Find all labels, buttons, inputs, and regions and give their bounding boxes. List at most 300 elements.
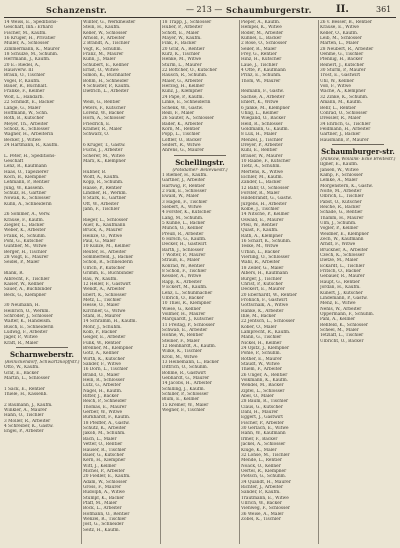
directory-entry: 11 Freitag, P., Schlosser: [162, 322, 215, 328]
directory-entry: Vollmer, H., Maurer: [162, 311, 206, 317]
directory-entry: 22 Jentsch, L., Schlosser: [241, 319, 295, 325]
directory-entry: 10 Kunze, M., Kellner: [83, 244, 131, 250]
directory-entry: Menzel, J., Tischler: [241, 137, 283, 143]
directory-entry: Geiger, E., Arbeiter: [83, 335, 126, 341]
directory-entry: Heinze, O., Witwe: [83, 233, 123, 239]
directory-entry: Müller, A., Schlosser: [4, 41, 50, 47]
directory-entry: Seifert, R., Witwe: [162, 142, 201, 148]
directory-entry: Kirchner, G., Witwe: [83, 308, 126, 314]
directory-entry: Ziegler, L., Bäcker: [4, 223, 45, 229]
directory-entry: Pahl, A., Kellner: [320, 317, 356, 323]
directory-entry: Götz, A., Kellner: [83, 351, 119, 357]
directory-entry: Marx, K., Klempner: [83, 158, 126, 164]
directory-entry: Krause, F., Kaufm.: [4, 217, 45, 223]
directory-entry: Kühnel, L., Bäcker: [241, 36, 282, 42]
directory-entry: Friedrich, E.: [83, 121, 111, 127]
directory-entry: L. Peter, H., Speditions-: [4, 153, 56, 159]
directory-entry: Kuhn, J., Maler: [83, 57, 116, 63]
directory-entry: Tetzlaff, L., Tischler: [320, 333, 364, 339]
directory-entry: Prinz, E., Schuhm.: [241, 73, 282, 79]
directory-entry: Vetter, O., Rentier: [83, 442, 123, 448]
directory-entry: Mertens, K., Witwe: [241, 169, 283, 175]
directory-entry: 36 Weise, A., Maler: [241, 511, 284, 517]
directory-entry: Brand, O., Maler: [83, 372, 120, 378]
directory-entry: Thom, W., Maurer: [241, 78, 281, 84]
street-section-title: Schellingstr.: [175, 157, 225, 167]
directory-entry: Bock, L., Arbeiter: [83, 506, 122, 512]
directory-entry: Deckert, E., Maurer: [241, 287, 285, 293]
directory-entry: Gerber, W., Witwe: [83, 410, 123, 416]
directory-entry: Conrad, O., Schlosser: [320, 110, 368, 116]
directory-entry: Zimmermann, K., Maurer: [4, 46, 60, 52]
directory-entry: 7 Wolter, P., Maurer: [162, 253, 206, 259]
directory-entry: Kessler, A., Witwe: [162, 274, 202, 280]
directory-entry: Oppermann, F., Schuhm.: [320, 311, 375, 317]
directory-entry: Jakob, M., Schuhm.: [83, 431, 126, 437]
directory-entry: Böhm, H., Schneider: [83, 78, 129, 84]
directory-entry: Lenz, R., Kaufmann: [4, 164, 47, 170]
directory-entry: Decker, H., Gastwirt: [162, 242, 207, 248]
directory-entry: Strauß, E., Maler: [162, 258, 200, 264]
directory-entry: 16 Krüger, H., Privatier: [4, 36, 56, 42]
directory-entry: Blum, E., Kellner: [162, 397, 200, 403]
directory-entry: Hempel, K., Witwe: [241, 25, 282, 31]
directory-entry: 18 Schulze, M., Schuhm.: [4, 52, 59, 58]
directory-entry: 20 Fiedler, E., Kaufm.: [83, 474, 131, 480]
directory-entry: Kolb, P., Bäcker: [83, 329, 117, 335]
directory-entry: Quast, F., Kaufm.: [241, 228, 279, 234]
directory-entry: Huber, P., Arbeiter: [162, 25, 203, 31]
directory-entry: Vogel, P., Kaufm.: [4, 78, 41, 84]
directory-entry: Schwarz, O.: [83, 132, 110, 138]
directory-entry: Wegner, F., Tischler: [162, 408, 205, 414]
directory-entry: Beck, G., Klempner: [4, 292, 47, 298]
directory-entry: Rau, W., Kaufm.: [83, 276, 118, 282]
directory-entry: Lenz, L., Schuhmacher: [162, 290, 213, 296]
directory-entry: Förster, R., Maler: [241, 191, 280, 196]
directory-entry: 32 Lohse, M., Tischler: [241, 452, 290, 458]
directory-entry: 16 Dorn, L., Tischler: [83, 367, 128, 373]
directory-entry: Adam, W., Schlosser: [83, 479, 128, 485]
directory-entry: Kern, H., Klempner: [83, 458, 126, 464]
directory-entry: Hübner, B.: [83, 169, 107, 175]
directory-entry: Korn, M., Rentier: [162, 126, 200, 132]
directory-entry: Frey, G., Rentier: [241, 52, 277, 58]
directory-entry: Funk, W., Rentier: [83, 340, 121, 346]
directory-entry: 18 Trapp, J., Schlosser: [162, 20, 212, 25]
directory-entry: Pfeil, W., Rentier: [241, 223, 278, 229]
directory-entry: Lang, M., Schuhm.: [162, 215, 204, 221]
street-section-title: Scharnweberstr.: [10, 349, 74, 359]
directory-entry: 22 Schmidt, E., Bäcker: [4, 100, 55, 106]
directory-entry: Brückner, A., Arbeiter: [320, 247, 368, 253]
directory-entry: Jung, W., Kassenb.: [4, 185, 45, 191]
directory-entry: Siebert, A., Witwe: [162, 205, 202, 210]
directory-entry: Schulz, H., Gärtner: [4, 191, 47, 196]
directory-entry: 12 Reinhardt, A., Kaufm.: [162, 343, 217, 349]
directory-entry: Witt, J., Kellner: [83, 463, 117, 469]
directory-entry: 14 Jacobs, H., Arbeiter: [162, 381, 212, 387]
directory-entry: 2 Baumann, J., Kaufm.: [4, 402, 53, 408]
directory-entry: Kunz, J., Klempner: [162, 89, 203, 95]
directory-entry: Hausmann, P., Maurer: [320, 137, 369, 143]
directory-entry: Czech, K., Schlosser: [320, 253, 365, 259]
directory-entry: Albrecht, F., Tischler: [4, 276, 50, 282]
directory-entry: 12 Heller, F., Gastwirt: [83, 281, 131, 287]
directory-entry: Haupt, G., Rentier: [320, 279, 360, 285]
directory-entry: 3 Möller, R., Arbeiter: [4, 418, 51, 424]
directory-entry: Roder, M., Arbeiter: [241, 30, 284, 36]
directory-entry: Kolbe, J., Tischler: [241, 207, 280, 213]
directory-entry: Gärtner, J., Bäcker: [320, 132, 361, 138]
directory-entry: Wilke, K., Tischler: [162, 349, 202, 355]
directory-entry: Reuter, H., Arbeiter: [83, 249, 127, 255]
directory-entry: Dietrich, L., Arbeiter: [83, 89, 129, 95]
directory-entry: Trost, E., Gastwirt: [320, 73, 361, 79]
volume-marker: II.: [336, 4, 349, 15]
directory-entry: Richter, J., Arbeiter: [241, 484, 284, 490]
directory-entry: Christ, P., Kutscher: [241, 281, 283, 287]
directory-entry: Seidel, P., Maler: [4, 260, 40, 266]
directory-entry: Lehmann, P., Rentier: [4, 180, 50, 186]
directory-entry: Hofmann, O., Rentier: [83, 511, 130, 517]
directory-entry: Winkler, A., Maurer: [4, 408, 47, 414]
directory-entry: Krause, E., Witwe: [320, 25, 359, 31]
directory-entry: 4 Schreiber, K., Gastw.: [4, 424, 54, 430]
directory-entry: Sturm, L., Maurer: [162, 62, 202, 68]
directory-entry: Hein, R., Schlosser: [83, 378, 125, 384]
directory-entry: Ulrich, P., Kutscher: [83, 265, 126, 271]
directory-entry: 6 Janke, M., Klempner: [241, 105, 290, 111]
directory-entry: Roth, B., Kutscher: [4, 116, 44, 122]
directory-entry: Jäckel, A., Schlosser: [241, 442, 286, 448]
directory-entry: Vierling, O., Schlosser: [241, 255, 290, 261]
directory-entry: Sander, F., Witwe: [83, 362, 121, 367]
directory-entry: 4 Otte, P., Kaufmann: [241, 68, 286, 74]
directory-entry: Wolff, A., Kaufm.: [83, 174, 120, 180]
column-divider: [239, 20, 240, 544]
street-section-note: (Reinickendorf, Schwartzkopffstr.): [4, 359, 80, 365]
directory-entry: 9 Eckert, M., Kaufm.: [162, 285, 208, 291]
directory-entry: Jahn, F., Tischler: [83, 207, 120, 213]
directory-entry: Claus, G., Kutscher: [241, 404, 283, 410]
left-street-title: Schanzenstr.: [46, 5, 107, 15]
directory-entry: Haase, P., Rentier: [83, 185, 122, 191]
directory-entry: 6 Krüger, T., Gastw.: [83, 142, 126, 148]
directory-entry: Haas, O., Tapezierer: [4, 169, 49, 175]
directory-entry: Teske, M., Witwe: [241, 244, 279, 250]
directory-entry: Noack, O., Kellner: [241, 463, 281, 469]
directory-entry: Franz, M., Maurer: [83, 52, 124, 58]
directory-entry: Olbrich, L., Tischler: [320, 194, 364, 200]
directory-entry: Kunert, J., Kutscher: [320, 290, 363, 296]
directory-entry: Sachse, A., Arbeiter: [241, 94, 285, 100]
directory-entry: Mende, L., Rentier: [241, 458, 282, 464]
street-section-title: Schaumburger-str.: [321, 146, 395, 156]
directory-entry: 34 Ehrlich, G., Tischler: [320, 121, 371, 127]
street-section-note: (Pankow, Wollank- Ecke Breitestr.): [320, 156, 396, 162]
directory-entry: Zander, L., Bäcker: [241, 180, 282, 186]
directory-entry: Linke, E., Schneiderin: [162, 100, 211, 106]
directory-entry: Fink, F., Bäcker: [162, 41, 197, 47]
directory-entry: 34 Quandt, H., Maurer: [241, 479, 291, 485]
directory-entry: 12 Bahr, O., Schlosser: [241, 185, 290, 191]
directory-entry: 2 Falk, E., Schlosser: [162, 188, 207, 194]
directory-entry: Paul, G., Maler: [83, 239, 116, 245]
directory-entry: Gottschalk, A., Witwe: [241, 303, 288, 309]
directory-entry: Wenzel, R., Tischler: [83, 516, 127, 522]
directory-entry: Reinert, J., Kutscher: [320, 62, 365, 68]
directory-entry: Hauser, R., Tischler: [83, 447, 127, 453]
directory-entry: Schiller, P., Schlosser: [162, 392, 209, 398]
directory-entry: Zech, W., Kaufmann: [320, 237, 364, 243]
directory-entry: Stumpf, K., Bäcker: [83, 495, 125, 501]
directory-entry: Auer, K., Kaufmann: [83, 223, 126, 229]
directory-entry: Rehfeld, K., Schlosser: [320, 322, 368, 328]
directory-entry: Schilling, J., Kaufm.: [162, 386, 205, 392]
directory-entry: Nehls, W., Arbeiter: [320, 306, 362, 312]
directory-entry: Thiem, F., Arbeiter: [241, 367, 282, 373]
directory-entry: Dittrich, O., Schuhm.: [162, 365, 209, 371]
directory-entry: 16 Scharf, K., Schuhm.: [241, 239, 292, 245]
directory-entry: Seiler, R., Maler: [241, 46, 277, 52]
directory-entry: Kaiser, W., Kellner: [4, 281, 44, 287]
directory-entry: Oehme, G., Tischler: [320, 52, 364, 58]
directory-entry: 24 Opitz, J., Klempner: [241, 345, 290, 351]
column-4: [241, 20, 317, 546]
directory-entry: 10 Raabe, F., Kutscher: [241, 158, 291, 164]
directory-entry: Stahl, R., Maurer: [83, 313, 121, 319]
directory-entry: Seitz, H., Kaufm.: [83, 527, 120, 533]
directory-entry: Höhne, W., Rentier: [162, 333, 204, 339]
directory-entry: Meyer, Th., Arbeiter: [4, 121, 49, 127]
directory-entry: Berger, H., Tischler: [4, 249, 47, 255]
directory-entry: Staudt, W., Witwe: [241, 362, 280, 367]
page-number: — 213 —: [186, 5, 223, 14]
directory-entry: Ahrens, G., Maurer: [162, 148, 204, 154]
directory-entry: Schott, E., Maler: [162, 30, 200, 36]
directory-entry: Schade, G., Rentier: [320, 210, 363, 216]
directory-entry: 30 Gerlach, E., Witwe: [241, 426, 289, 432]
directory-entry: Kopp, R., Schuhm.: [83, 180, 124, 186]
directory-entry: Ilgner, E., Kaufm.: [320, 162, 359, 168]
directory-entry: 15 Kremer, W., Maler: [162, 402, 209, 408]
directory-entry: Menz, E., Witwe: [320, 301, 356, 307]
directory-entry: 1 Riemer, H., Kaufm.: [162, 172, 208, 178]
directory-entry: 26 Sommer, A., Verw.: [4, 212, 51, 218]
directory-entry: Oswald, E., Maurer: [241, 217, 284, 223]
directory-entry: Urban, L., Bäcker: [241, 249, 280, 255]
directory-entry: Hahn, W., Kaufmann: [241, 431, 286, 437]
directory-entry: Ritter, J., Bäcker: [83, 394, 119, 400]
directory-entry: Heinrich, O., Werkm.: [4, 308, 50, 314]
directory-entry: Ihle, M., Bäcker: [241, 313, 276, 319]
directory-entry: Hahn, O., Tischler: [4, 413, 44, 419]
directory-entry: Pfaff, M., Maler: [83, 500, 118, 506]
directory-entry: Herzog, H., Kellner: [162, 84, 205, 90]
directory-entry: Weber, K., Arbeiter: [4, 228, 46, 234]
directory-entry: Hoffmann, W., Schn.: [4, 110, 49, 116]
directory-entry: 4 Schuster, P., Kaufm.: [83, 84, 131, 90]
directory-entry: Behr, L., Rentier: [320, 105, 356, 111]
directory-entry: 28 Baum, R., Tischler: [241, 399, 289, 405]
directory-entry: Dietze, M., Maler: [320, 258, 359, 264]
directory-entry: 8 Lux, H., Maler: [241, 132, 277, 138]
directory-entry: Held, R., Schlosser: [241, 121, 283, 127]
directory-entry: Simon, K., Buchhalter: [83, 73, 131, 79]
directory-entry: Konrad, W., Rentier: [162, 263, 205, 269]
directory-entry: Marquardt, J., Kutscher: [162, 317, 214, 323]
directory-entry: Trautmann, E., Witwe: [241, 495, 289, 501]
directory-entry: Barth, J., Schlosser: [162, 247, 204, 253]
header-rule: [4, 17, 396, 18]
directory-entry: Ludwig, F., Arbeiter: [4, 329, 48, 335]
directory-entry: Kurz, K., Tischler: [162, 52, 200, 58]
directory-entry: Wahl, R., Arbeiter: [241, 260, 280, 266]
directory-entry: Marten, L., Maler: [320, 41, 359, 47]
section-divider: [174, 155, 226, 156]
directory-entry: 14 Nitsche, P., Kellner: [241, 212, 290, 218]
directory-entry: Geschäft, Inh.: Erhard: [4, 25, 53, 31]
directory-entry: Ernst, O., Witwe: [83, 68, 119, 74]
directory-entry: Leib, M., Schlosser: [320, 36, 362, 42]
directory-entry: Gebauer, R., Maurer: [320, 274, 365, 280]
directory-entry: Geschäft: [4, 158, 24, 164]
directory-entry: Otto, W., Kaufm.: [4, 365, 40, 371]
directory-entry: Pfennig, H., Bäcker: [320, 57, 363, 63]
directory-entry: Ott, W., Arbeiter: [83, 201, 119, 207]
directory-entry: Viehweg, F., Schlosser: [241, 506, 290, 512]
directory-entry: Kluge, K., Maler: [241, 447, 277, 453]
directory-entry: 18 Zeller, G., Maler: [241, 265, 284, 271]
directory-entry: Ullrich, W., Bäcker: [241, 500, 282, 506]
directory-entry: Pohle, P., Schuhm.: [241, 351, 281, 357]
directory-entry: Ehlert, K., Witwe: [241, 100, 279, 106]
directory-entry: Metz, L., Tischler: [83, 297, 122, 303]
directory-entry: Sander, P., Kaufm.: [241, 490, 281, 496]
directory-entry: Engel, P., Arbeiter: [4, 429, 44, 435]
directory-entry: Bauer, R., Buchhalt.: [4, 84, 48, 90]
directory-entry: Dahl, H., Maurer: [241, 410, 279, 416]
directory-entry: Ebert, K., Schlosser: [83, 292, 127, 298]
directory-entry: Thamm, H., Maurer: [320, 215, 364, 221]
directory-entry: Feldmann, H., Arbeiter: [320, 126, 371, 132]
directory-entry: 4 Förster, K., Kutscher: [162, 210, 212, 216]
directory-entry: Wolf, L., Handarb.: [4, 94, 44, 100]
directory-entry: Lemke, A., Maler: [320, 178, 358, 184]
directory-entry: Eggert, J., Gastwirt: [241, 415, 283, 421]
directory-entry: Wirth, K., Kutscher: [83, 356, 125, 362]
directory-entry: Schütz, K., Arbeiter: [83, 426, 127, 432]
directory-entry: Gross, F., Maurer: [83, 484, 122, 490]
directory-entry: Busch, E., Schneiderin: [4, 324, 54, 330]
directory-entry: 28 Voigt, E., Maurer: [4, 255, 49, 261]
directory-entry: Hartwig, P., Rentier: [162, 183, 205, 189]
directory-entry: Nowak, K., Schlosser: [4, 196, 51, 202]
directory-entry: Martin, L., Schlosser: [4, 376, 50, 381]
directory-entry: Lorenz, W., Bäcker: [83, 110, 124, 116]
column-3: [162, 20, 238, 546]
directory-entry: Fröhlich, F., Gastwirt: [241, 297, 288, 303]
directory-entry: Abel, O., Maler: [241, 394, 274, 400]
directory-entry: 24 Hartmann, R., Kaufm.: [4, 142, 59, 148]
directory-entry: Bach, L., Maler: [83, 436, 117, 442]
directory-entry: 26 v. Besser, B., Rentier: [320, 20, 372, 25]
directory-entry: Dressler, R., Maler: [320, 116, 361, 122]
section-divider: [332, 144, 384, 145]
directory-entry: Sommerfeld, J., Bäcker: [83, 255, 134, 261]
directory-entry: Ulbricht, O., Bäcker: [320, 338, 364, 344]
directory-entry: Gärtner, J., Arbeiter: [162, 178, 206, 184]
directory-entry: Popp, L., Tischler: [162, 132, 201, 138]
directory-entry: Löffler, O., Bäcker: [162, 137, 202, 143]
directory-entry: Pieper, A., Kaufm.: [241, 20, 281, 25]
directory-entry: Rausch, R., Schuhm.: [162, 73, 208, 79]
directory-entry: Scholz, K., Schlosser: [4, 126, 50, 132]
directory-entry: Herrmann, J., Kaufm.: [4, 57, 51, 63]
directory-entry: Nagel, H., Kaufm.: [83, 388, 123, 394]
directory-entry: Wendel, M., Bäcker: [241, 383, 284, 389]
directory-entry: Kraft, R., Maler: [4, 340, 39, 346]
directory-entry: Jansen, W., Witwe: [320, 167, 359, 173]
directory-entry: Wiese, G., Kellner: [162, 306, 201, 312]
directory-entry: Rath, A., Klempner: [241, 233, 283, 239]
directory-entry: Rudolph, A., Witwe: [83, 490, 125, 496]
directory-entry: Böhme, R., Gastwirt: [162, 370, 206, 376]
directory-entry: Hinz, H., Kutscher: [241, 57, 282, 63]
directory-entry: Kamp, F., Schlosser: [320, 172, 363, 178]
directory-entry: Bürger, J., Tischler: [241, 276, 282, 282]
directory-entry: Henke, M., Witwe: [162, 57, 202, 63]
section-divider: [16, 347, 68, 348]
directory-entry: Blank, R.: [4, 271, 24, 277]
directory-entry: 20 Eberhardt, W., Rentier: [241, 292, 297, 298]
directory-entry: Becker, J., Witwe: [4, 137, 41, 143]
directory-entry: Eckardt, L., Tischler: [320, 263, 365, 269]
directory-entry: Schröder, J., Schlosser: [4, 313, 53, 319]
directory-entry: Scheel, M., Maler: [320, 327, 359, 333]
directory-entry: Voß, F., Witwe: [320, 84, 351, 90]
directory-entry: 6 Hirsch, G., Kaufm.: [162, 237, 207, 243]
directory-entry: Wache, A., Klempner: [320, 89, 366, 95]
directory-entry: Weidner, E., Klempner: [320, 231, 369, 237]
directory-entry: Münch, O., Kellner: [162, 226, 203, 232]
directory-entry: 2 Rose, O., Schlosser: [241, 41, 287, 47]
directory-entry: 13 Heinemann, L., Bäcker: [162, 359, 219, 365]
directory-entry: Brenner, M., Klempner: [83, 345, 133, 351]
directory-entry: Koch, B., Klempner: [4, 174, 47, 180]
directory-entry: Fischer, M., Kaufm.: [4, 30, 47, 36]
directory-entry: Rieger, L., Schlosser: [83, 217, 128, 223]
directory-entry: Burkhardt, F., Kaufm.: [83, 415, 131, 421]
directory-entry: Frank, R., Schuhm.: [4, 233, 47, 239]
directory-entry: Fischer, P., Arbeiter: [241, 420, 284, 426]
directory-entry: Albers, H., Kaufmann: [241, 271, 288, 277]
column-1: [4, 20, 80, 546]
directory-entry: Baier, G., Kutscher: [83, 452, 124, 458]
directory-entry: Eichler, M., Kaufm.: [241, 174, 283, 180]
directory-entry: 20 E.: Riedel, A.,: [4, 62, 41, 68]
directory-entry: Schenk, W., Gastw.: [162, 105, 203, 111]
directory-entry: Lindemann, P., Gastw.: [320, 295, 368, 301]
directory-entry: 1 Sack, E., Rentier: [4, 386, 45, 392]
directory-entry: Schwab, E., Arbeiter: [162, 327, 208, 333]
middle-street-title: Schaumburgerstr.: [226, 5, 312, 15]
directory-entry: 28 Neubert, R., Arbeiter: [320, 46, 374, 52]
directory-entry: Reiche, R., Bäcker: [320, 205, 361, 210]
directory-entry: Wiegand, O., Bäcker: [241, 116, 286, 122]
sheet-number: 361: [376, 5, 392, 14]
